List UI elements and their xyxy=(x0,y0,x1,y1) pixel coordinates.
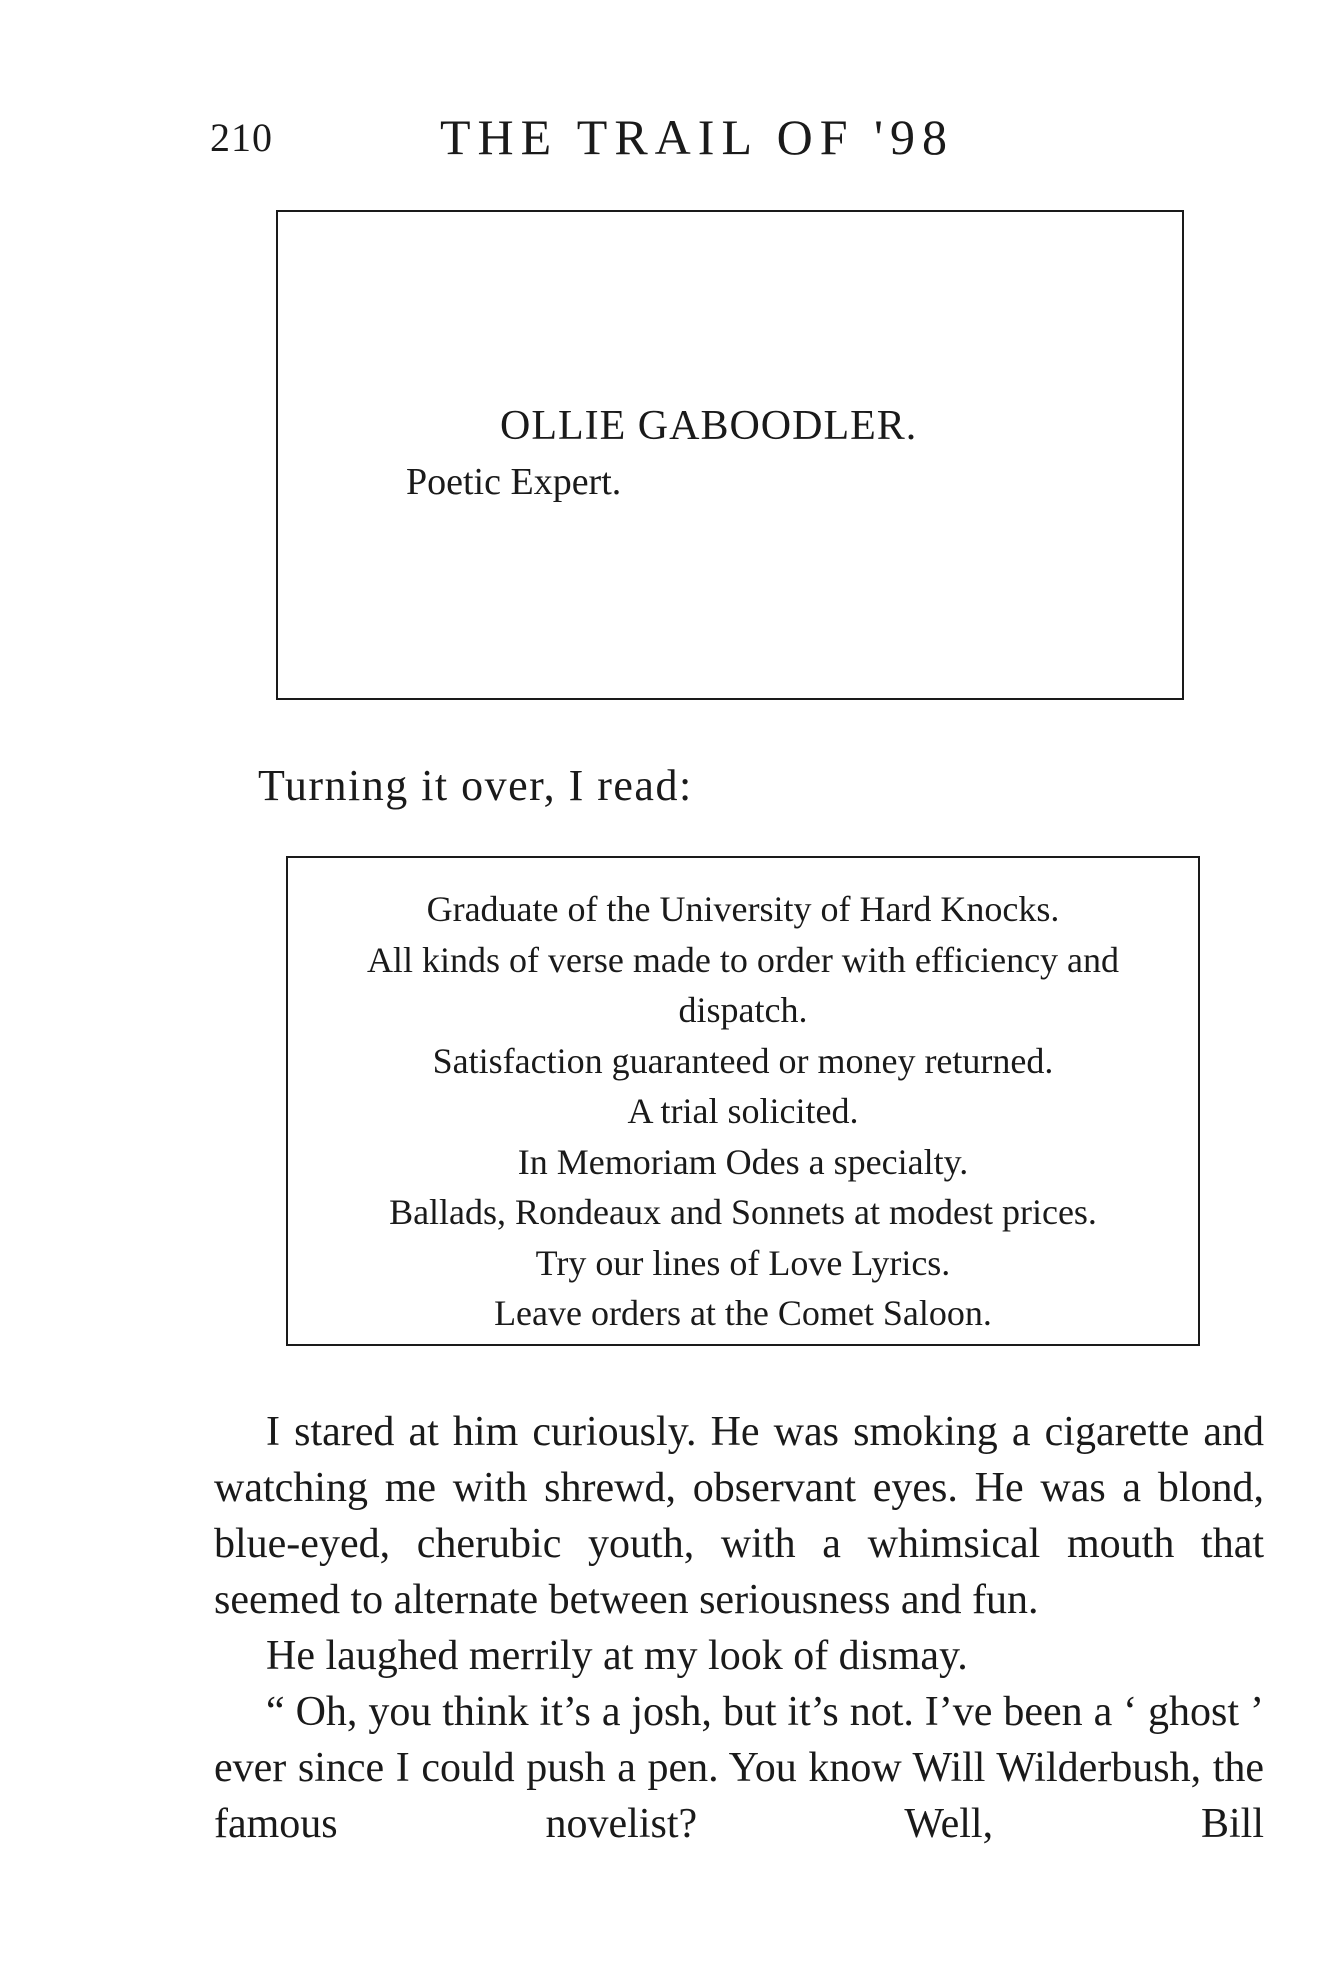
business-card-front xyxy=(276,210,1184,700)
running-head xyxy=(210,108,1030,168)
business-card-back xyxy=(286,856,1200,1346)
running-title: THE TRAIL OF '98 xyxy=(440,109,955,165)
body-paragraph: He laughed merrily at my look of dismay. xyxy=(266,1633,968,1679)
card-title: Poetic Expert. xyxy=(406,461,622,503)
card-back-line: In Memoriam Odes a specialty. xyxy=(517,1141,969,1182)
card-back-line: Ballads, Rondeaux and Sonnets at modest prices. xyxy=(389,1192,1097,1232)
card-back-line: Graduate of the University of Hard Knocks. xyxy=(426,889,1060,929)
card-back-line: A trial solicited. xyxy=(627,1091,859,1131)
page-number: 210 xyxy=(210,115,273,160)
card-back-line: dispatch. xyxy=(678,990,808,1030)
card-back-line: Try our lines of Love Lyrics. xyxy=(535,1242,951,1283)
card-back-line: Satisfaction guaranteed or money returned. xyxy=(432,1040,1054,1081)
card-back-line: All kinds of verse made to order with efficiency and xyxy=(366,939,1120,980)
card-back-line: Leave orders at the Comet Saloon. xyxy=(494,1293,992,1333)
body-paragraph: I stared at him curiously. He was smoking a cigarette and watching me with shrewd, observant eyes. He was a blond, blue-eyed, cherubic youth, with a whimsical mouth that seemed to alternate between seriousness and fun. xyxy=(214,1409,1264,1623)
card-name: OLLIE GABOODLER. xyxy=(500,403,918,449)
intro-line: Turning it over, I read: xyxy=(258,761,693,810)
body-paragraph: “ Oh, you think it’s a josh, but it’s not. I’ve been a ‘ ghost ’ ever since I could push a pen. You know Will Wilderbush, the famous novelist? Well, Bill xyxy=(214,1689,1264,1847)
body-text xyxy=(214,1404,1264,1852)
